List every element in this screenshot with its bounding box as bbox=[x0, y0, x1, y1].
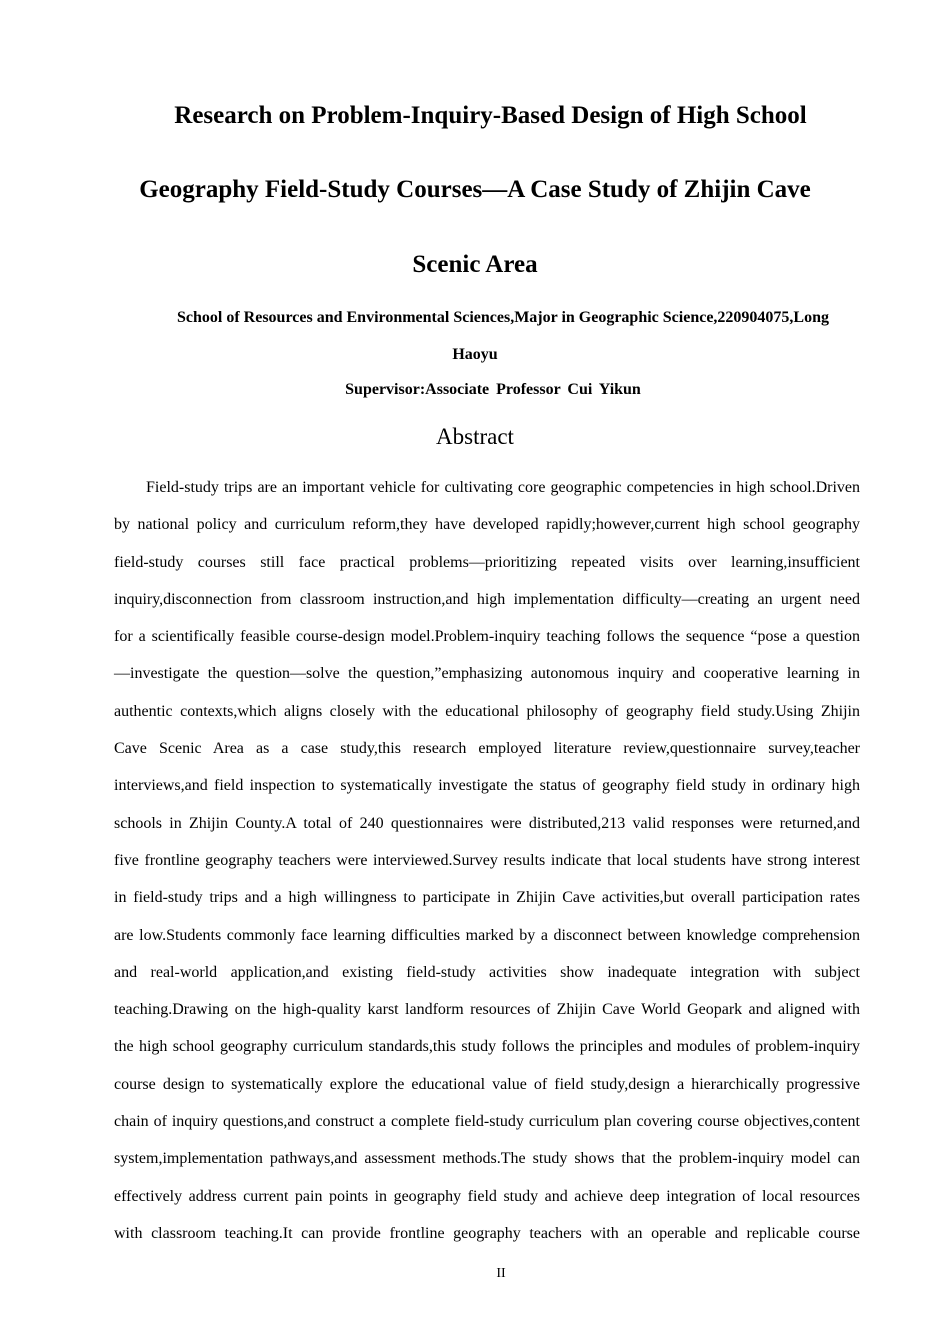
abstract-line: for a scientifically feasible course-design model.Problem-inquiry teaching follows the sequence “pose a question bbox=[114, 628, 860, 646]
supervisor-line: Supervisor:Associate Professor Cui Yikun bbox=[345, 381, 641, 398]
abstract-line: in field-study trips and a high willingness to participate in Zhijin Cave activities,but overall participation rates bbox=[114, 889, 860, 907]
abstract-line: Cave Scenic Area as a case study,this research employed literature review,questionnaire survey,teacher bbox=[114, 740, 860, 758]
abstract-line: chain of inquiry questions,and construct a complete field-study curriculum plan covering course objectives,content bbox=[114, 1113, 860, 1131]
abstract-body bbox=[114, 475, 860, 1258]
abstract-line: authentic contexts,which aligns closely with the educational philosophy of geography field study.Using Zhijin bbox=[114, 702, 860, 720]
abstract-line: course design to systematically explore the educational value of field study,design a hierarchically progressive bbox=[114, 1075, 860, 1093]
abstract-line: by national policy and curriculum reform,they have developed rapidly;however,current high school geography bbox=[114, 516, 860, 534]
paper-title-line: Scenic Area bbox=[412, 251, 538, 278]
abstract-line: teaching.Drawing on the high-quality karst landform resources of Zhijin Cave World Geopark and aligned with bbox=[114, 1001, 860, 1019]
abstract-line: schools in Zhijin County.A total of 240 questionnaires were distributed,213 valid responses were returned,and bbox=[114, 814, 860, 832]
abstract-line: are low.Students commonly face learning difficulties marked by a disconnect between knowledge comprehension bbox=[114, 926, 860, 944]
abstract-line: with classroom teaching.It can provide frontline geography teachers with an operable and replicable course bbox=[114, 1224, 860, 1242]
paper-title-line: Geography Field-Study Courses—A Case Study of Zhijin Cave bbox=[139, 176, 811, 203]
author-affiliation-line: School of Resources and Environmental Sciences,Major in Geographic Science,220904075,Long bbox=[177, 309, 829, 326]
abstract-line: effectively address current pain points in geography field study and achieve deep integration of local resources bbox=[114, 1187, 860, 1205]
page-number: II bbox=[496, 1266, 506, 1281]
author-name-line: Haoyu bbox=[452, 346, 498, 363]
abstract-line: five frontline geography teachers were interviewed.Survey results indicate that local students have strong interest bbox=[114, 851, 860, 869]
abstract-line: field-study courses still face practical problems—prioritizing repeated visits over learning,insufficient bbox=[114, 553, 860, 571]
abstract-line: interviews,and field inspection to systematically investigate the status of geography field study in ordinary high bbox=[114, 777, 860, 795]
abstract-line: inquiry,disconnection from classroom instruction,and high implementation difficulty—creating an urgent need bbox=[114, 590, 860, 608]
abstract-line: system,implementation pathways,and assessment methods.The study shows that the problem-inquiry model can bbox=[114, 1150, 860, 1168]
abstract-line: and real-world application,and existing field-study activities show inadequate integration with subject bbox=[114, 963, 860, 981]
paper-title-line: Research on Problem-Inquiry-Based Design of High School bbox=[174, 102, 807, 129]
abstract-line: Field-study trips are an important vehicle for cultivating core geographic competencies in high school.Driven bbox=[146, 479, 860, 496]
abstract-line: the high school geography curriculum standards,this study follows the principles and modules of problem-inquiry bbox=[114, 1038, 860, 1056]
abstract-heading: Abstract bbox=[436, 424, 514, 449]
abstract-line: —investigate the question—solve the question,”emphasizing autonomous inquiry and cooperative learning in bbox=[114, 665, 860, 683]
